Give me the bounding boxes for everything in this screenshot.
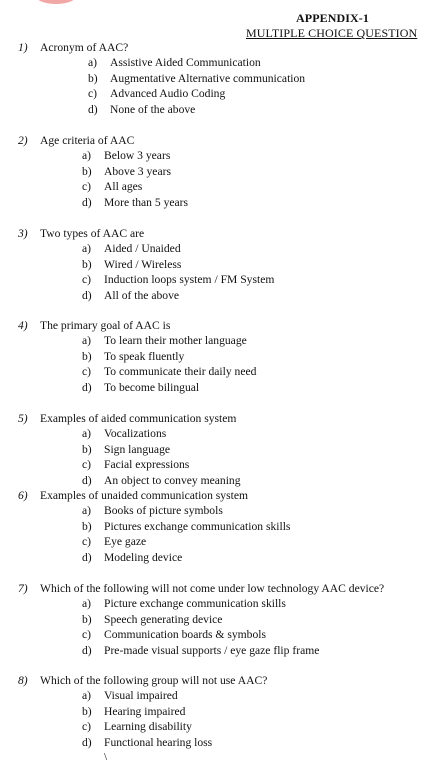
question-number: 1)	[18, 41, 28, 54]
question-6-option-d	[82, 551, 182, 564]
option-text: Vocalizations	[104, 427, 167, 441]
option-text: Eye gaze	[104, 535, 147, 549]
option-text: Augmentative Alternative communication	[110, 71, 306, 85]
option-text: All ages	[104, 180, 143, 194]
option-label: d)	[88, 102, 98, 116]
question-6-option-c	[82, 535, 146, 548]
option-text: Sign language	[104, 442, 171, 456]
option-label: a)	[82, 242, 92, 256]
question-5	[18, 412, 236, 425]
question-2-option-b	[82, 165, 171, 178]
document-subtitle: MULTIPLE CHOICE QUESTION	[246, 26, 418, 40]
question-6	[18, 489, 248, 502]
question-8-option-a	[82, 689, 178, 702]
question-text: Age criteria of AAC	[40, 134, 135, 147]
option-text: Induction loops system / FM System	[104, 273, 275, 287]
question-7-option-d	[82, 644, 319, 657]
question-7-option-a	[82, 597, 286, 610]
option-label: a)	[82, 334, 92, 348]
question-8-option-c	[82, 720, 192, 733]
question-1-option-b	[88, 72, 305, 85]
question-5-option-b	[82, 443, 170, 456]
option-text: Assistive Aided Communication	[110, 56, 261, 70]
option-text: Advanced Audio Coding	[110, 87, 226, 101]
option-label: c)	[82, 628, 92, 642]
question-text: Examples of unaided communication system	[40, 489, 248, 502]
question-text: The primary goal of AAC is	[40, 319, 171, 332]
stray-mark: \	[104, 751, 108, 763]
option-label: d)	[82, 550, 92, 564]
question-number: 6)	[18, 489, 28, 502]
option-label: d)	[82, 288, 92, 302]
pink-decoration-blob	[34, 0, 78, 4]
option-text: To become bilingual	[104, 380, 200, 394]
option-label: d)	[82, 195, 92, 209]
option-label: b)	[88, 71, 98, 85]
question-1	[18, 41, 128, 54]
option-text: Speech generating device	[104, 612, 223, 626]
question-text: Acronym of AAC?	[40, 41, 129, 54]
option-label: b)	[82, 519, 92, 533]
option-label: b)	[82, 704, 92, 718]
option-label: d)	[82, 643, 92, 657]
option-text: Learning disability	[104, 720, 192, 734]
question-5-option-d	[82, 474, 241, 487]
question-6-option-b	[82, 520, 290, 533]
option-text: Visual impaired	[104, 689, 178, 703]
question-4-option-d	[82, 381, 199, 394]
question-8-option-b	[82, 705, 185, 718]
question-8-option-d	[82, 736, 212, 749]
question-text: Examples of aided communication system	[40, 412, 237, 425]
question-number: 3)	[18, 227, 28, 240]
question-4-option-a	[82, 334, 247, 347]
question-2-option-c	[82, 180, 142, 193]
question-4-option-c	[82, 365, 256, 378]
option-text: To speak fluently	[104, 349, 185, 363]
option-label: b)	[82, 257, 92, 271]
question-number: 8)	[18, 674, 28, 687]
option-text: Books of picture symbols	[104, 504, 223, 518]
option-text: Modeling device	[104, 550, 183, 564]
option-text: More than 5 years	[104, 195, 189, 209]
option-label: c)	[82, 180, 92, 194]
option-label: c)	[88, 87, 98, 101]
question-number: 5)	[18, 412, 28, 425]
question-5-option-a	[82, 427, 166, 440]
question-1-option-a	[88, 56, 261, 69]
option-label: b)	[82, 349, 92, 363]
question-7-option-b	[82, 613, 222, 626]
appendix-title: APPENDIX-1	[296, 11, 369, 25]
option-label: b)	[82, 612, 92, 626]
option-label: c)	[82, 458, 92, 472]
question-number: 4)	[18, 319, 28, 332]
question-1-option-c	[88, 87, 225, 100]
option-label: c)	[82, 365, 92, 379]
option-label: a)	[82, 149, 92, 163]
option-label: a)	[82, 597, 92, 611]
question-text: Which of the following will not come under low technology AAC device?	[40, 582, 385, 595]
option-label: b)	[82, 442, 92, 456]
question-3-option-d	[82, 289, 179, 302]
question-number: 2)	[18, 134, 28, 147]
option-text: Aided / Unaided	[104, 242, 181, 256]
option-text: Wired / Wireless	[104, 257, 182, 271]
option-label: c)	[82, 720, 92, 734]
option-text: Picture exchange communication skills	[104, 597, 286, 611]
question-2-option-d	[82, 196, 188, 209]
option-label: a)	[88, 56, 98, 70]
option-label: c)	[82, 273, 92, 287]
question-3-option-c	[82, 273, 274, 286]
question-3	[18, 227, 144, 240]
option-text: All of the above	[104, 288, 180, 302]
option-text: Pre-made visual supports / eye gaze flip frame	[104, 643, 320, 657]
question-8	[18, 674, 267, 687]
option-text: Below 3 years	[104, 149, 171, 163]
question-text: Which of the following group will not use AAC?	[40, 674, 268, 687]
option-label: d)	[82, 735, 92, 749]
question-3-option-a	[82, 242, 181, 255]
question-4	[18, 319, 170, 332]
option-text: Communication boards & symbols	[104, 628, 266, 642]
option-label: a)	[82, 689, 92, 703]
option-text: To learn their mother language	[104, 334, 247, 348]
question-7-option-c	[82, 628, 266, 641]
question-2	[18, 134, 134, 147]
option-label: d)	[82, 473, 92, 487]
option-text: None of the above	[110, 102, 196, 116]
question-4-option-b	[82, 350, 184, 363]
question-2-option-a	[82, 149, 170, 162]
question-number: 7)	[18, 582, 28, 595]
question-7	[18, 582, 384, 595]
option-label: a)	[82, 504, 92, 518]
option-text: Hearing impaired	[104, 704, 186, 718]
option-text: Facial expressions	[104, 458, 190, 472]
option-text: Above 3 years	[104, 164, 171, 178]
option-text: Functional hearing loss	[104, 735, 213, 749]
option-text: Pictures exchange communication skills	[104, 519, 291, 533]
option-text: To communicate their daily need	[104, 365, 257, 379]
question-1-option-d	[88, 103, 195, 116]
option-text: An object to convey meaning	[104, 473, 241, 487]
option-label: b)	[82, 164, 92, 178]
question-3-option-b	[82, 258, 181, 271]
question-text: Two types of AAC are	[40, 227, 145, 240]
question-6-option-a	[82, 504, 223, 517]
option-label: c)	[82, 535, 92, 549]
option-label: d)	[82, 380, 92, 394]
option-label: a)	[82, 427, 92, 441]
question-5-option-c	[82, 458, 189, 471]
